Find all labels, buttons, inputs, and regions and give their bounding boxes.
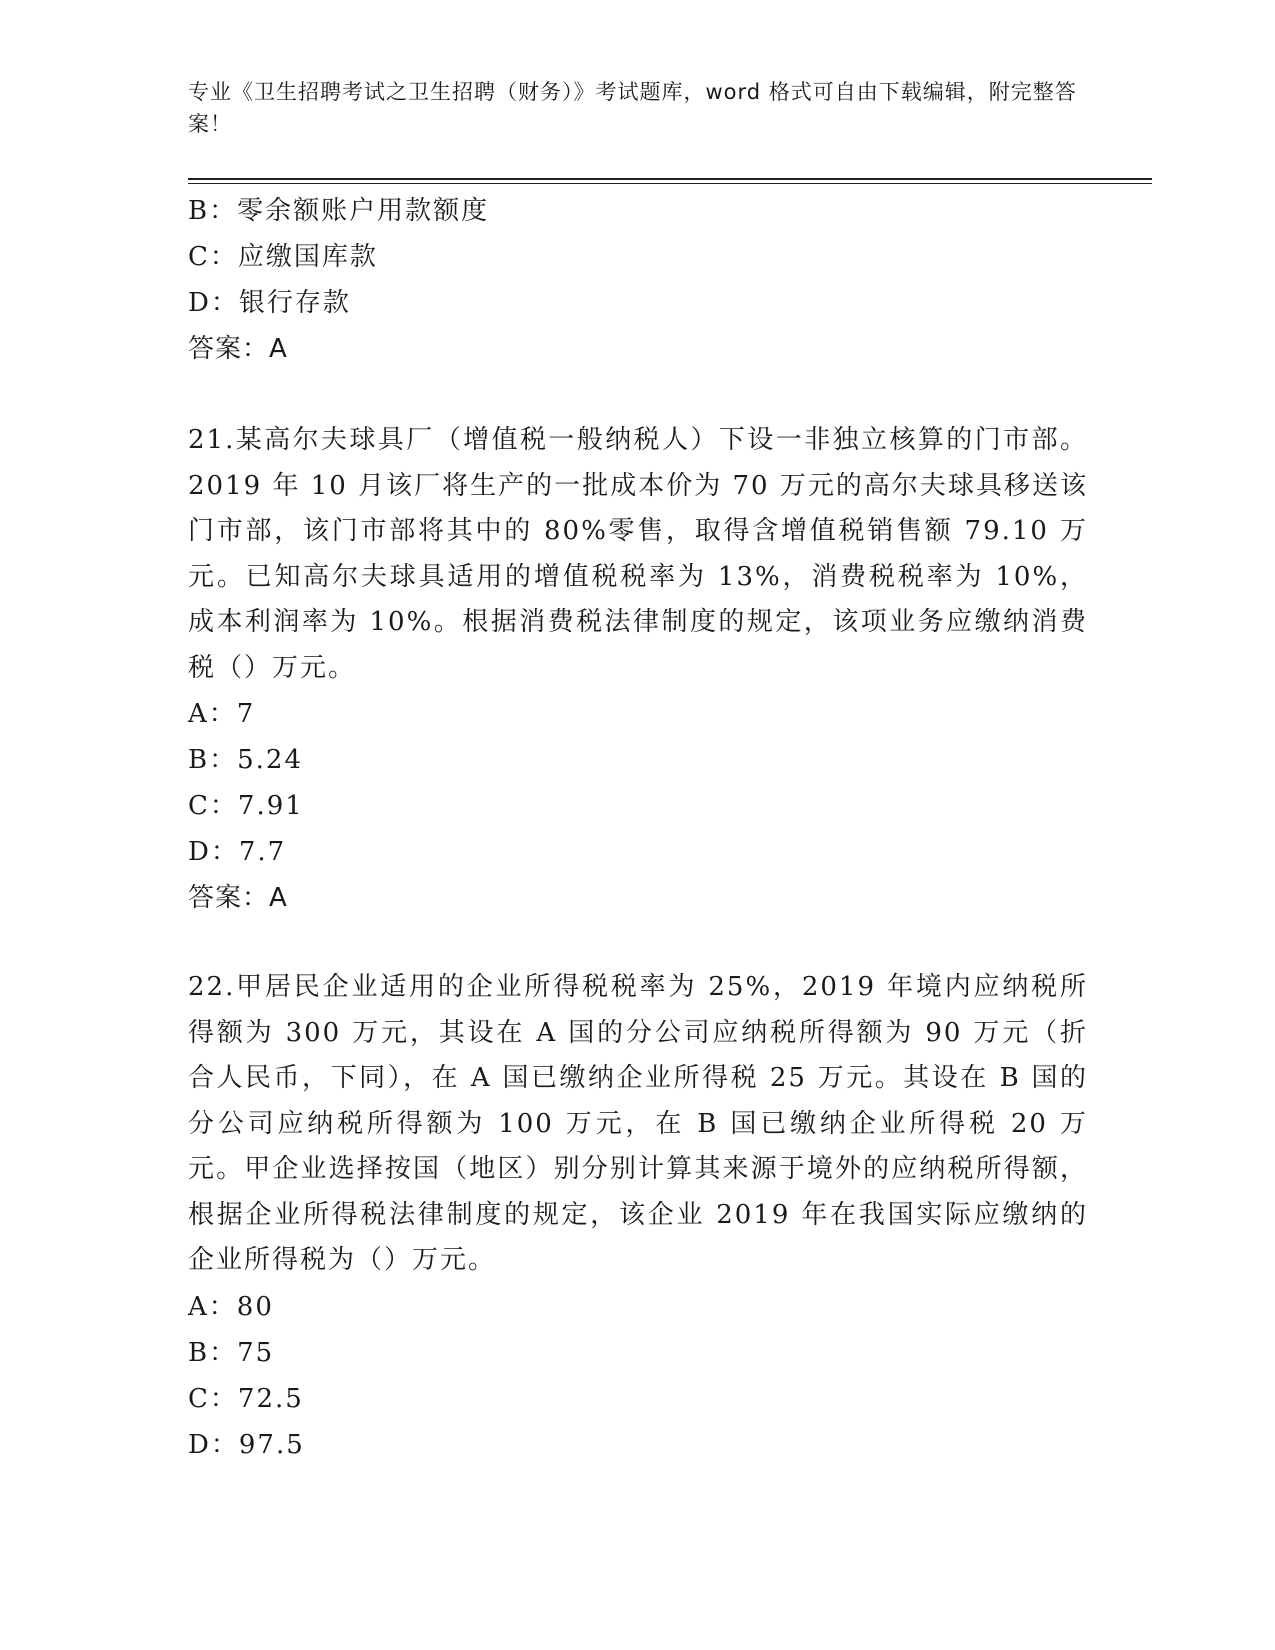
option-label: C bbox=[188, 1383, 210, 1414]
option-b: B：5.24 bbox=[188, 745, 304, 775]
option-c: C：72.5 bbox=[188, 1383, 304, 1414]
option-text: 97.5 bbox=[238, 1429, 305, 1460]
option-text: 7.7 bbox=[238, 837, 287, 867]
option-text: 80 bbox=[236, 1291, 274, 1322]
option-label: D bbox=[188, 288, 211, 318]
answer-line: 答案：A bbox=[188, 334, 288, 364]
option-d: D：银行存款 bbox=[188, 288, 351, 318]
option-label: D bbox=[188, 1429, 211, 1460]
header-divider-thin bbox=[188, 183, 1152, 184]
option-b: B：75 bbox=[188, 1337, 275, 1368]
option-label: D bbox=[188, 837, 211, 867]
option-label: C bbox=[188, 791, 210, 821]
option-label: B bbox=[188, 745, 210, 775]
question-stem-21: 21.某高尔夫球具厂（增值税一般纳税人）下设一非独立核算的门市部。2019 年 10 月该厂将生产的一批成本价为 70 万元的高尔夫球具移送该门市部，该门市部将其中的 80%零售，取得含增值税销售额 79.10 万元。已知高尔夫球具适用的增值税税率为 13%，消费税税率为 10%，成本利润率为 10%。根据消费税法律制度的规定，该项业务应缴纳消费税（）万元。 bbox=[188, 425, 1088, 683]
option-b: B：零余额账户用款额度 bbox=[188, 196, 490, 226]
option-text: 7.91 bbox=[237, 791, 304, 821]
option-text: 应缴国库款 bbox=[237, 242, 378, 272]
option-text: 零余额账户用款额度 bbox=[237, 196, 490, 226]
option-label: B bbox=[188, 196, 210, 226]
option-text: 5.24 bbox=[237, 745, 304, 775]
option-a: A：7 bbox=[188, 699, 256, 729]
option-label: C bbox=[188, 242, 210, 272]
option-c: C：应缴国库款 bbox=[188, 242, 378, 272]
option-text: 75 bbox=[237, 1337, 275, 1368]
option-label: A bbox=[188, 1291, 209, 1322]
option-text: 银行存款 bbox=[238, 288, 351, 318]
option-label: A bbox=[188, 699, 209, 729]
option-text: 7 bbox=[236, 699, 256, 729]
option-label: B bbox=[188, 1337, 210, 1368]
document-body bbox=[188, 188, 1088, 1468]
option-d: D：7.7 bbox=[188, 837, 287, 867]
header-divider bbox=[188, 178, 1152, 180]
question-stem-22: 22.甲居民企业适用的企业所得税税率为 25%，2019 年境内应纳税所得额为 300 万元，其设在 A 国的分公司应纳税所得额为 90 万元（折合人民币，下同），在 A 国已缴纳企业所得税 25 万元。其设在 B 国的分公司应纳税所得额为 100 万元，在 B 国已缴纳企业所得税 20 万元。甲企业选择按国（地区）别分别计算其来源于境外的应纳税所得额，根据企业所得税法律制度的规定，该企业 2019 年在我国实际应缴纳的企业所得税为（）万元。 bbox=[188, 972, 1088, 1275]
answer-line: 答案：A bbox=[188, 883, 288, 913]
option-d: D：97.5 bbox=[188, 1429, 305, 1460]
option-text: 72.5 bbox=[237, 1383, 304, 1414]
page-header: 专业《卫生招聘考试之卫生招聘（财务）》考试题库，word 格式可自由下载编辑，附完整答案！ bbox=[188, 80, 1077, 136]
option-c: C：7.91 bbox=[188, 791, 304, 821]
option-a: A：80 bbox=[188, 1291, 274, 1322]
